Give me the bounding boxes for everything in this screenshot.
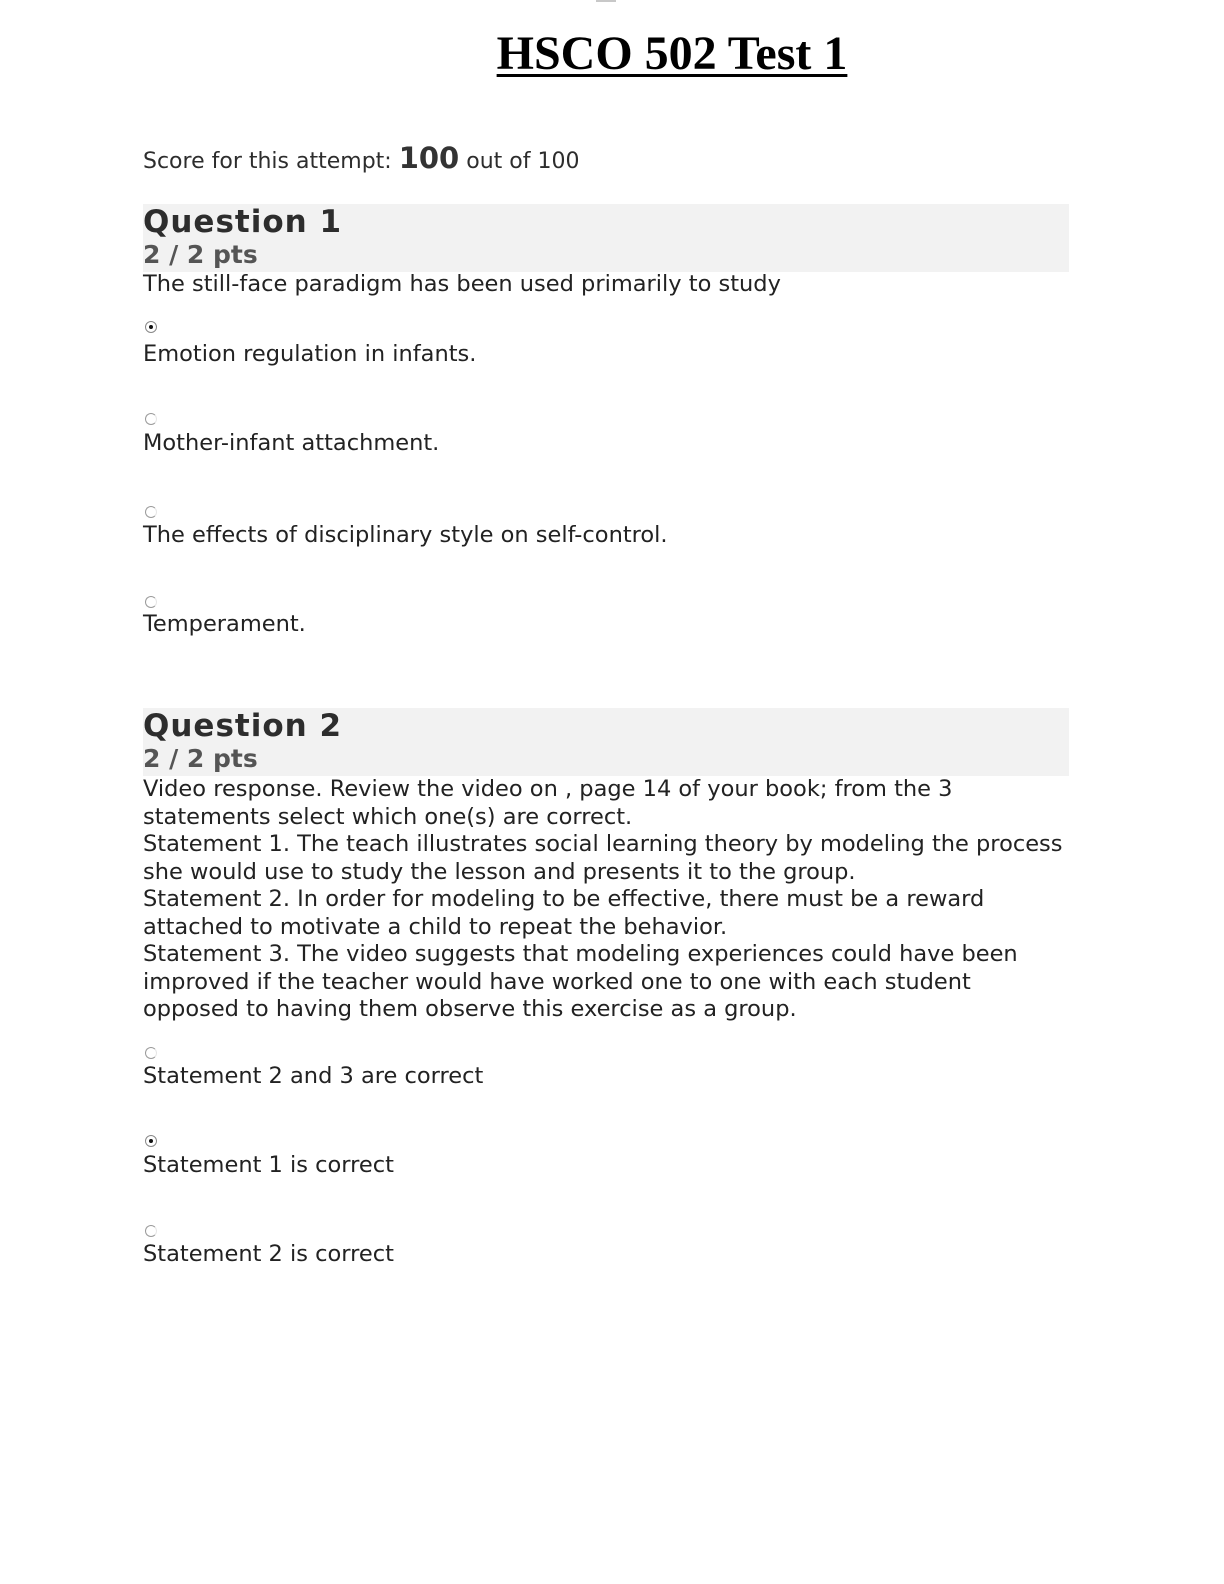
question-1-answer-2-radio[interactable] bbox=[145, 413, 157, 425]
question-2-answer-1-label[interactable]: Statement 2 and 3 are correct bbox=[143, 1063, 484, 1089]
question-2-statement-1: Statement 1. The teach illustrates social learning theory by modeling the process she would use to study the lesson and presents it to the group. bbox=[143, 831, 1063, 885]
question-2-title: Question 2 bbox=[143, 708, 343, 744]
question-2-statement-3: Statement 3. The video suggests that modeling experiences could have been improved if the teacher would have worked one to one with each student opposed to having them observe this exercise as a group. bbox=[143, 941, 1018, 1022]
question-2-text bbox=[143, 776, 1063, 1024]
question-2-intro: Video response. Review the video on , page 14 of your book; from the 3 statements select which one(s) are correct. bbox=[143, 776, 953, 830]
question-1-header bbox=[143, 204, 1069, 272]
document-title: HSCO 502 Test 1 bbox=[496, 27, 848, 80]
question-2-answer-3-radio[interactable] bbox=[145, 1225, 157, 1237]
question-1-answer-1-radio[interactable] bbox=[145, 321, 157, 333]
question-2-statement-2: Statement 2. In order for modeling to be effective, there must be a reward attached to motivate a child to repeat the behavior. bbox=[143, 886, 985, 940]
question-1-answer-4-radio[interactable] bbox=[145, 596, 157, 608]
score-label: Score for this attempt: bbox=[143, 149, 392, 174]
question-2-answer-1-radio[interactable] bbox=[145, 1047, 157, 1059]
question-2-answer-2-label[interactable]: Statement 1 is correct bbox=[143, 1152, 394, 1178]
question-1-answer-1-label[interactable]: Emotion regulation in infants. bbox=[143, 341, 477, 367]
top-page-mark bbox=[596, 0, 616, 2]
radio-selected-dot bbox=[149, 1139, 153, 1143]
question-1-points: 2 / 2 pts bbox=[143, 240, 258, 269]
question-1-answer-3-label[interactable]: The effects of disciplinary style on self-control. bbox=[143, 522, 668, 548]
question-1-answer-2-label[interactable]: Mother-infant attachment. bbox=[143, 430, 440, 456]
question-2-header bbox=[143, 708, 1069, 776]
question-2-points: 2 / 2 pts bbox=[143, 744, 258, 773]
radio-selected-dot bbox=[149, 325, 153, 329]
question-2-answer-3-label[interactable]: Statement 2 is correct bbox=[143, 1241, 394, 1267]
question-1-answer-3-radio[interactable] bbox=[145, 506, 157, 518]
question-1-answer-4-label[interactable]: Temperament. bbox=[143, 611, 306, 637]
question-2-answer-2-radio[interactable] bbox=[145, 1135, 157, 1147]
score-value: 100 bbox=[398, 141, 460, 175]
score-suffix: out of 100 bbox=[466, 149, 580, 174]
question-1-title: Question 1 bbox=[143, 204, 343, 240]
question-1-text: The still-face paradigm has been used primarily to study bbox=[143, 271, 781, 297]
score-summary bbox=[143, 140, 579, 180]
